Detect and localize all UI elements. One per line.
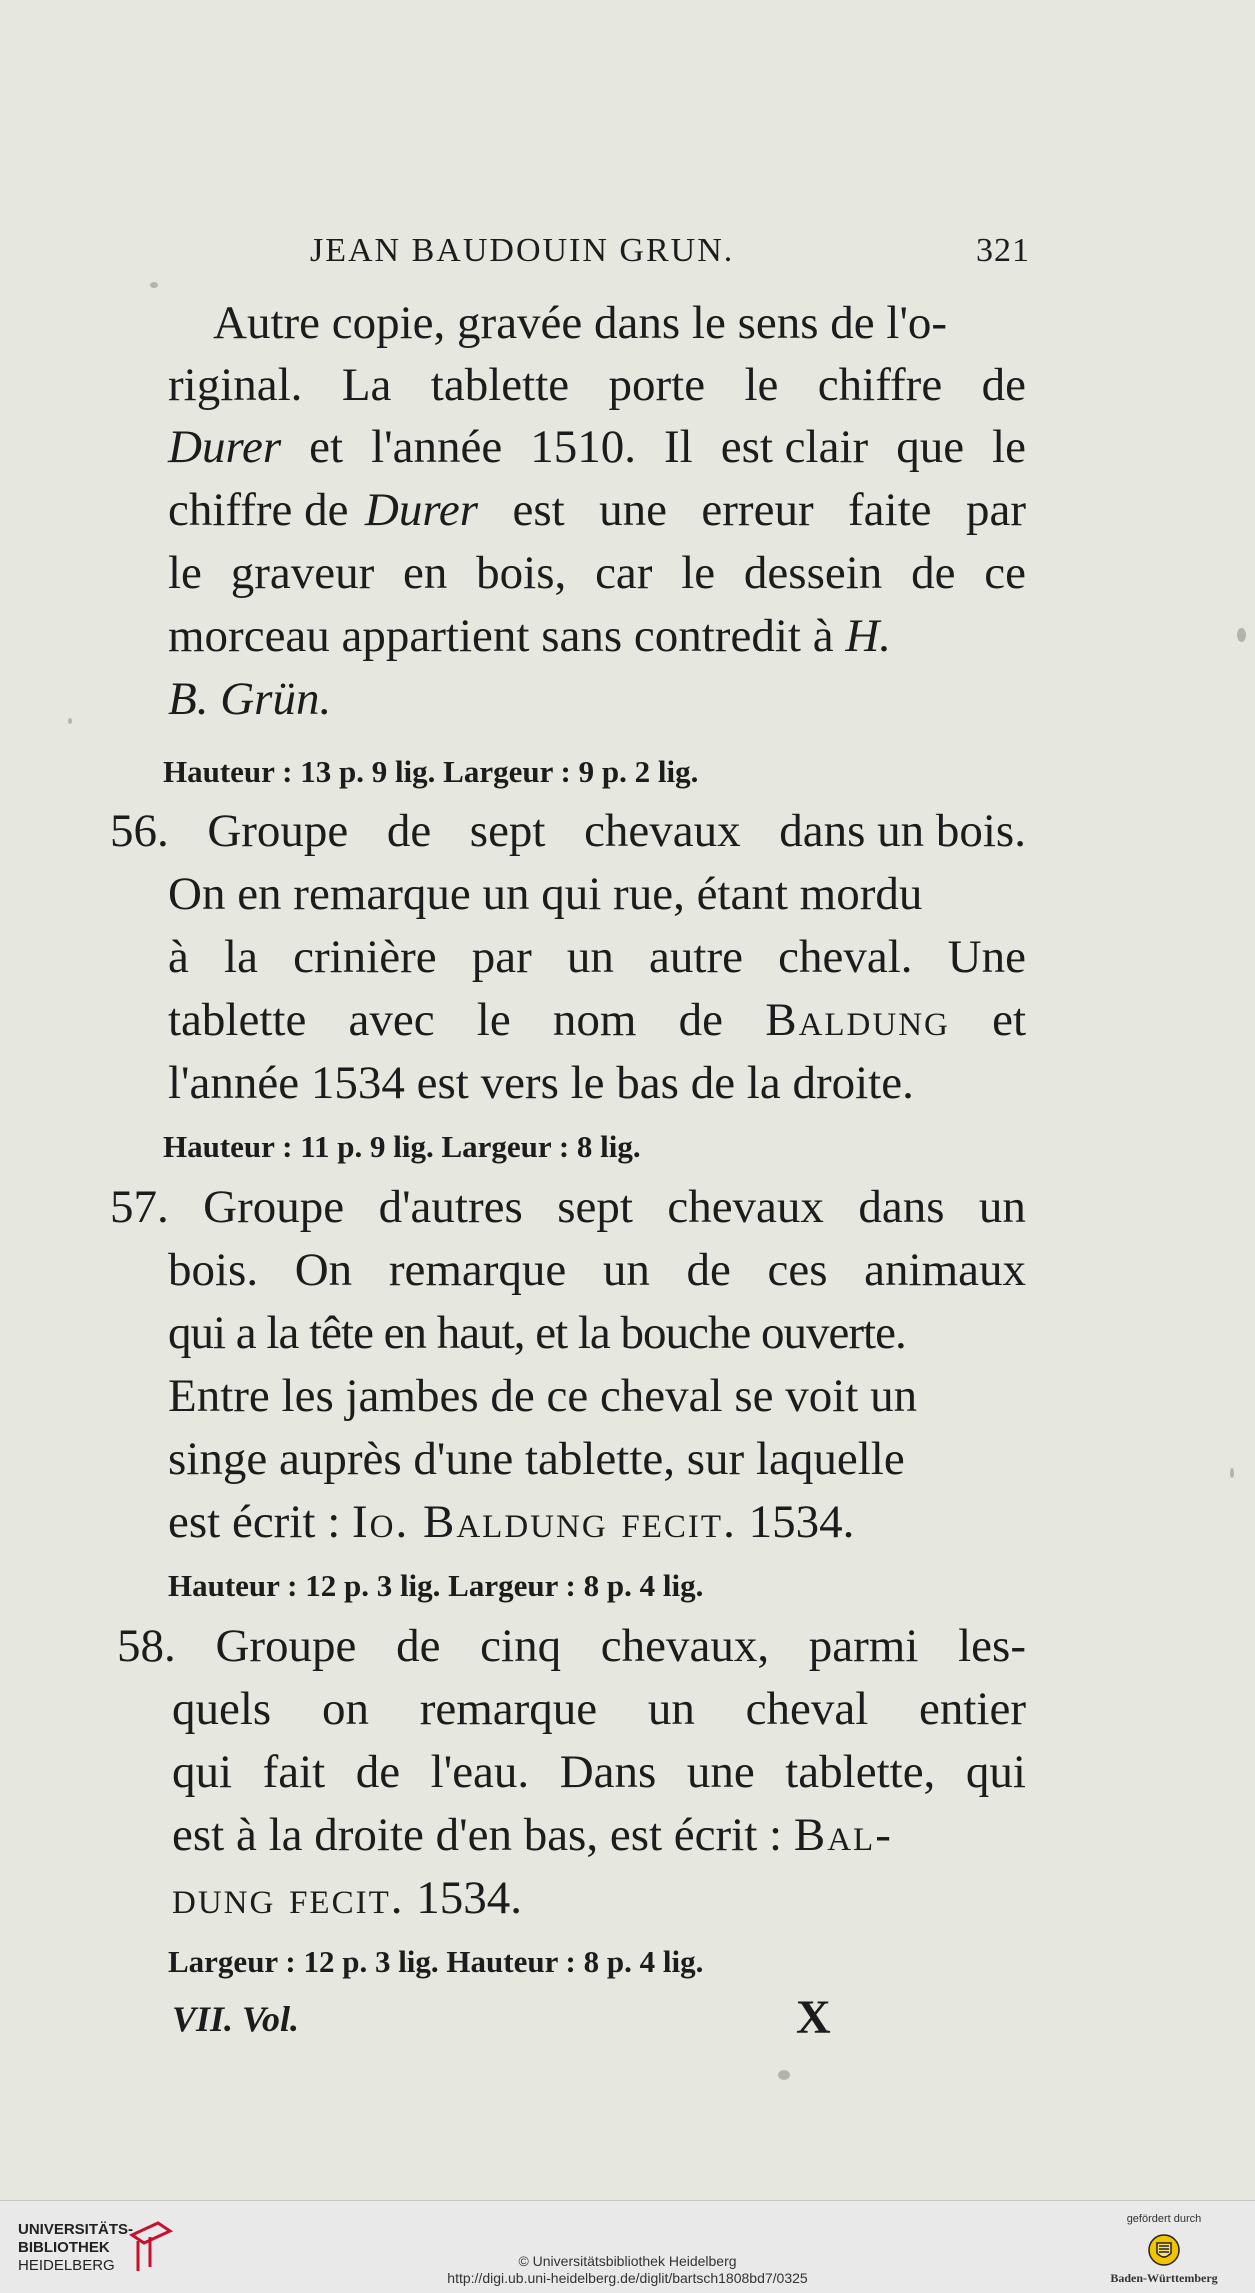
word: et bbox=[309, 421, 344, 473]
word: la bbox=[224, 931, 258, 983]
text-line bbox=[168, 421, 1026, 473]
word: une bbox=[686, 1746, 755, 1798]
word: quels bbox=[172, 1683, 272, 1735]
text-line bbox=[172, 1683, 1026, 1735]
word-run: 1534. bbox=[404, 1872, 522, 1924]
inscription: Bal- bbox=[793, 1809, 893, 1861]
word: en bbox=[403, 547, 448, 599]
dimensions-line: Hauteur : 13 p. 9 lig. Largeur : 9 p. 2 lig. bbox=[163, 754, 699, 789]
text-line: Autre copie, gravée dans le sens de l'o- bbox=[213, 297, 948, 349]
word: chevaux, bbox=[600, 1620, 770, 1672]
word: faite bbox=[848, 484, 932, 536]
word: que bbox=[896, 421, 965, 473]
paper-speck bbox=[1237, 628, 1246, 642]
word-run: est à la droite d'en bas, est écrit : bbox=[172, 1809, 794, 1861]
word: le bbox=[168, 547, 202, 599]
word: l'eau. bbox=[430, 1746, 530, 1798]
logo-line: BIBLIOTHEK bbox=[18, 2239, 110, 2256]
word: est clair bbox=[720, 421, 869, 473]
text-line bbox=[168, 359, 1026, 411]
word: La bbox=[341, 359, 392, 411]
word: crinière bbox=[293, 931, 437, 983]
paper-speck bbox=[778, 2070, 790, 2080]
inscription-name: Baldung bbox=[765, 994, 950, 1046]
word: autre bbox=[649, 931, 743, 983]
word: est bbox=[512, 484, 565, 536]
word: dans bbox=[858, 1181, 945, 1233]
word: sept bbox=[557, 1181, 633, 1233]
word: entier bbox=[918, 1683, 1026, 1735]
word: d'autres bbox=[378, 1181, 523, 1233]
word: chevaux bbox=[584, 805, 741, 857]
word: graveur bbox=[230, 547, 375, 599]
dimensions-line: Hauteur : 12 p. 3 lig. Largeur : 8 p. 4 lig. bbox=[168, 1568, 704, 1603]
word: ce bbox=[984, 547, 1026, 599]
word: Dans bbox=[559, 1746, 657, 1798]
word: animaux bbox=[864, 1244, 1026, 1296]
word: de bbox=[396, 1620, 441, 1672]
word: car bbox=[595, 547, 653, 599]
paper-speck bbox=[68, 718, 72, 724]
word-run: 1534. bbox=[736, 1496, 855, 1548]
text-line: singe auprès d'une tablette, sur laquelle bbox=[168, 1433, 905, 1485]
entry-number: 56. bbox=[110, 805, 169, 857]
word: cheval bbox=[745, 1683, 869, 1735]
entry-number: 57. bbox=[110, 1181, 169, 1233]
gathering-mark: X bbox=[796, 1991, 831, 2044]
text-line bbox=[168, 994, 1026, 1046]
word: nom bbox=[552, 994, 637, 1046]
word: chevaux bbox=[667, 1181, 824, 1233]
word: de bbox=[355, 1746, 401, 1798]
library-footer-bar bbox=[0, 2200, 1255, 2293]
word: de bbox=[981, 359, 1026, 411]
word: cheval. bbox=[778, 931, 913, 983]
word: porte bbox=[608, 359, 706, 411]
word: remarque bbox=[388, 1244, 567, 1296]
paper-speck bbox=[150, 282, 158, 288]
word: parmi bbox=[808, 1620, 919, 1672]
word: riginal. bbox=[168, 359, 303, 411]
funder-name: Baden-Württemberg bbox=[1110, 2271, 1218, 2285]
word: tablette, bbox=[785, 1746, 936, 1798]
word: par bbox=[471, 931, 532, 983]
word: Groupe bbox=[207, 805, 349, 857]
word: et bbox=[992, 994, 1026, 1046]
word: le bbox=[992, 421, 1026, 473]
word: Une bbox=[947, 931, 1026, 983]
copyright-text: © Universitätsbibliothek Heidelberg bbox=[518, 2253, 737, 2269]
word: le bbox=[744, 359, 779, 411]
running-title: JEAN BAUDOUIN GRUN. bbox=[310, 232, 735, 269]
word: tablette bbox=[168, 994, 307, 1046]
paper-speck bbox=[1230, 1468, 1234, 1478]
text-line bbox=[172, 1872, 522, 1924]
text-line: l'année 1534 est vers le bas de la droite. bbox=[168, 1057, 914, 1109]
word: de bbox=[678, 994, 724, 1046]
text-line: Entre les jambes de ce cheval se voit un bbox=[168, 1370, 918, 1422]
text-line: On en remarque un qui rue, étant mordu bbox=[168, 868, 923, 920]
entry-number: 58. bbox=[117, 1620, 176, 1672]
word: de bbox=[686, 1244, 731, 1296]
permalink-url[interactable]: http://digi.ub.uni-heidelberg.de/diglit/bartsch1808bd7/0325 bbox=[447, 2270, 808, 2286]
word: dessein bbox=[743, 547, 883, 599]
text-line bbox=[168, 547, 1026, 599]
dimensions-line: Largeur : 12 p. 3 lig. Hauteur : 8 p. 4 lig. bbox=[168, 1944, 704, 1979]
word: Groupe bbox=[203, 1181, 345, 1233]
dimensions-line: Hauteur : 11 p. 9 lig. Largeur : 8 lig. bbox=[163, 1129, 641, 1164]
page-number: 321 bbox=[976, 232, 1030, 269]
word: une bbox=[599, 484, 667, 536]
word: un bbox=[978, 1181, 1026, 1233]
text-line bbox=[172, 1746, 1026, 1798]
word: tablette bbox=[430, 359, 570, 411]
text-line: B. Grün. bbox=[168, 673, 332, 725]
word: remarque bbox=[419, 1683, 598, 1735]
text-line bbox=[168, 931, 1026, 983]
word: qui bbox=[172, 1746, 233, 1798]
text-line bbox=[168, 1496, 855, 1548]
word: On bbox=[294, 1244, 353, 1296]
word-run: est écrit : bbox=[168, 1496, 353, 1548]
funding-credit bbox=[1099, 2213, 1229, 2286]
word: bois, bbox=[476, 547, 567, 599]
logo-line: HEIDELBERG bbox=[18, 2257, 115, 2274]
word: le bbox=[476, 994, 511, 1046]
word: 1510. bbox=[530, 421, 636, 473]
copyright-block bbox=[0, 2253, 1255, 2287]
italic-name: Durer bbox=[364, 484, 479, 536]
word: cinq bbox=[480, 1620, 562, 1672]
word: on bbox=[321, 1683, 369, 1735]
funded-by-label: gefördert durch bbox=[1126, 2213, 1202, 2225]
word: Il bbox=[663, 421, 693, 473]
state-coat-of-arms-icon bbox=[1146, 2231, 1182, 2267]
word: Groupe bbox=[215, 1620, 357, 1672]
word: à bbox=[168, 931, 189, 983]
word: de bbox=[911, 547, 956, 599]
text-line: qui a la tête en haut, et la bouche ouverte. bbox=[168, 1307, 906, 1359]
entry-56-line bbox=[110, 805, 1026, 857]
word: erreur bbox=[701, 484, 814, 536]
entry-58-line bbox=[117, 1620, 1026, 1672]
word: dans un bois. bbox=[779, 805, 1026, 857]
word: de bbox=[386, 805, 432, 857]
word: le bbox=[681, 547, 716, 599]
word: un bbox=[647, 1683, 695, 1735]
word: fait bbox=[262, 1746, 326, 1798]
word: avec bbox=[348, 994, 435, 1046]
logo-line: UNIVERSITÄTS- bbox=[18, 2221, 134, 2238]
word: sept bbox=[469, 805, 546, 857]
word: l'année bbox=[371, 421, 503, 473]
word: un bbox=[566, 931, 614, 983]
word: qui bbox=[965, 1746, 1026, 1798]
word: ces bbox=[767, 1244, 828, 1296]
inscription: dung fecit. bbox=[172, 1872, 405, 1924]
italic-name: Durer bbox=[168, 421, 282, 473]
entry-57-line bbox=[110, 1181, 1026, 1233]
text-line bbox=[168, 484, 1026, 536]
word-run: morceau appartient sans contredit à bbox=[168, 610, 846, 662]
italic-name: H. bbox=[845, 610, 892, 662]
running-head bbox=[310, 232, 1030, 270]
word: par bbox=[965, 484, 1026, 536]
text-line bbox=[168, 610, 892, 662]
text-line bbox=[168, 1244, 1026, 1296]
word: chiffre de bbox=[168, 484, 349, 536]
word: chiffre bbox=[817, 359, 943, 411]
word: bois. bbox=[168, 1244, 259, 1296]
word: un bbox=[602, 1244, 650, 1296]
signature-mark: VII. Vol. bbox=[172, 1999, 300, 2039]
word: les- bbox=[958, 1620, 1026, 1672]
inscription: Io. Baldung fecit. bbox=[352, 1496, 737, 1548]
text-line bbox=[172, 1809, 893, 1861]
